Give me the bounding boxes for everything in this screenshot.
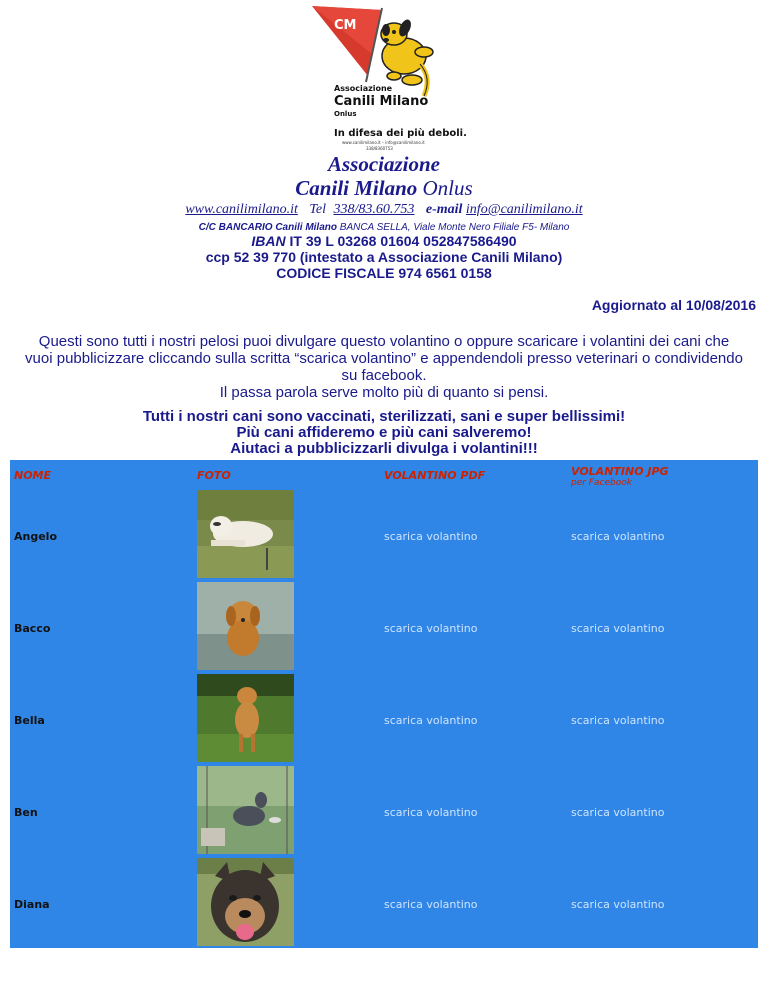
email-link[interactable]: info@canilimilano.it [465, 202, 583, 217]
col-header-jpg-sub: per Facebook [571, 478, 632, 488]
download-jpg-link[interactable]: scarica volantino [571, 898, 665, 911]
dog-photo[interactable] [197, 766, 294, 854]
logo-small-contact: www.canilimilano.it – info@canilimilano.it [342, 140, 425, 145]
intro-paragraph [6, 333, 762, 401]
table-row [10, 856, 758, 948]
col-header-jpg: VOLANTINO JPG [571, 465, 669, 478]
col-header-pdf: VOLANTINO PDF [384, 469, 486, 482]
dog-name: Bella [14, 714, 45, 727]
appeal-line: Aiutaci a pubblicizzarli divulga i volantini!!! [230, 440, 538, 457]
title-onlus: Onlus [417, 176, 473, 200]
intro-line: vuoi pubblicizzare cliccando sulla scritta “scarica volantino” e appendendoli presso veterinari o condividendo [25, 350, 743, 367]
dogs-table [10, 460, 758, 948]
bank-details: BANCA SELLA, Viale Monte Nero Filiale F5- Milano [337, 222, 570, 233]
title-associazione: Associazione [327, 152, 440, 176]
contact-line [0, 202, 768, 218]
bank-label: C/C BANCARIO Canili Milano [198, 222, 337, 233]
association-logo [308, 4, 467, 154]
table-row [10, 764, 758, 856]
logo-canili-text: Canili Milano [334, 94, 429, 109]
download-pdf-link[interactable]: scarica volantino [384, 714, 478, 727]
dog-photo[interactable] [197, 858, 294, 946]
download-pdf-link[interactable]: scarica volantino [384, 530, 478, 543]
dog-name: Ben [14, 806, 38, 819]
table-row [10, 580, 758, 672]
iban-label: IBAN [251, 233, 286, 249]
intro-line: su facebook. [341, 367, 427, 384]
title-canili-milano [0, 176, 768, 201]
table-row [10, 488, 758, 580]
logo-small-phone: 338/8360753 [366, 146, 393, 151]
bank-line [0, 222, 768, 233]
title-canili-bold: Canili Milano [295, 176, 418, 200]
dog-name: Angelo [14, 530, 58, 543]
download-pdf-link[interactable]: scarica volantino [384, 898, 478, 911]
logo-onlus-text: Onlus [334, 110, 357, 118]
iban-number: IT 39 L 03268 01604 052847586490 [285, 233, 517, 249]
appeal-paragraph [0, 409, 768, 457]
download-pdf-link[interactable]: scarica volantino [384, 622, 478, 635]
download-pdf-link[interactable]: scarica volantino [384, 806, 478, 819]
logo-assoc-text: Associazione [334, 84, 393, 93]
col-header-jpg-group [571, 462, 669, 488]
iban-line [0, 233, 768, 249]
tel-label: Tel [309, 202, 326, 217]
tel-link[interactable]: 338/83.60.753 [333, 202, 415, 217]
logo-badge: CM [334, 18, 357, 33]
download-jpg-link[interactable]: scarica volantino [571, 806, 665, 819]
appeal-line: Tutti i nostri cani sono vaccinati, sterilizzati, sani e super bellissimi! [142, 408, 626, 425]
fiscal-code-line: CODICE FISCALE 974 6561 0158 [276, 265, 492, 281]
dog-name: Diana [14, 898, 50, 911]
updated-date: Aggiornato al 10/08/2016 [591, 297, 756, 313]
table-row [10, 672, 758, 764]
email-label: e-mail [425, 202, 463, 217]
dog-name: Bacco [14, 622, 51, 635]
intro-line: Il passa parola serve molto più di quanto si pensi. [219, 384, 549, 401]
download-jpg-link[interactable]: scarica volantino [571, 530, 665, 543]
col-header-photo: FOTO [197, 469, 231, 482]
download-jpg-link[interactable]: scarica volantino [571, 622, 665, 635]
intro-line: Questi sono tutti i nostri pelosi puoi divulgare questo volantino o oppure scaricare i volantini dei cani che [38, 333, 730, 350]
download-jpg-link[interactable]: scarica volantino [571, 714, 665, 727]
col-header-name: NOME [14, 469, 52, 482]
dog-photo[interactable] [197, 582, 294, 670]
dog-photo[interactable] [197, 490, 294, 578]
website-link[interactable]: www.canilimilano.it [185, 202, 298, 217]
logo-tagline: In difesa dei più deboli. [334, 128, 467, 139]
dog-photo[interactable] [197, 674, 294, 762]
ccp-line: ccp 52 39 770 (intestato a Associazione Canili Milano) [205, 249, 563, 265]
appeal-line: Più cani affideremo e più cani salveremo! [236, 424, 532, 441]
